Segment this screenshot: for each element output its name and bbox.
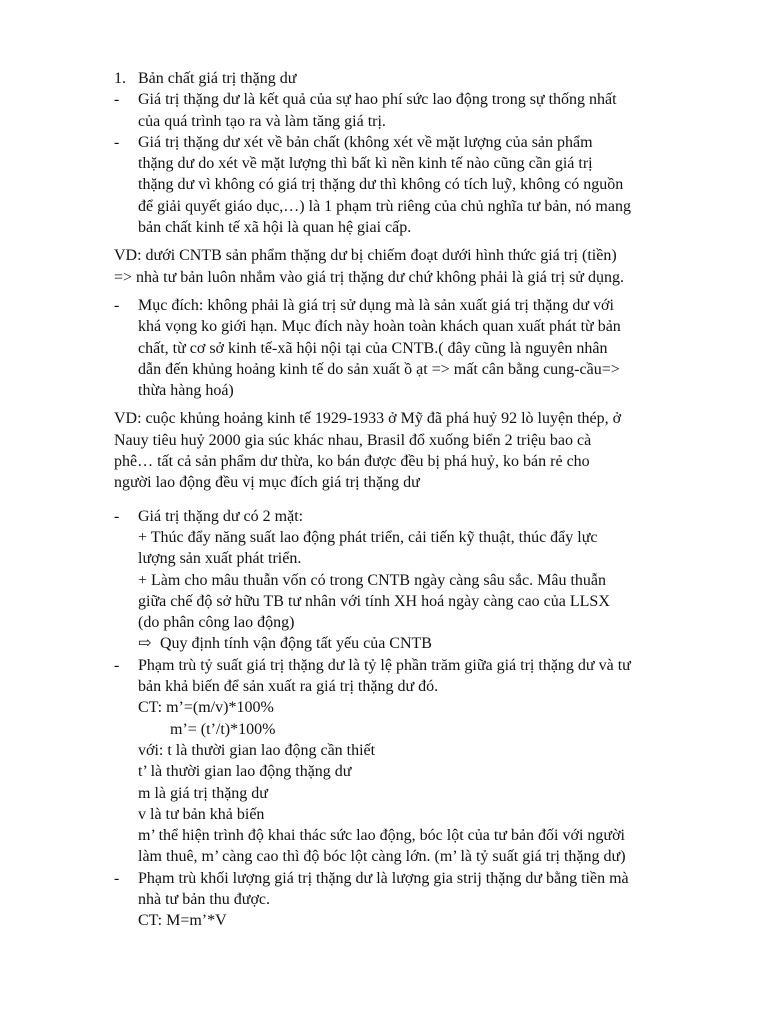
bullet-purpose (114, 295, 714, 401)
text-line: của quá trình tạo ra và làm tăng giá trị. (138, 112, 386, 130)
bullet-surplus-mass (114, 868, 714, 932)
bullet-two-sides (114, 506, 714, 655)
bullet-essence (114, 132, 714, 238)
text-line: Phạm trù khối lượng giá trị thặng dư là lượng gia strij thặng dư bằng tiền mà (138, 869, 629, 887)
text-line: t’ là thười gian lao động thặng dư (138, 763, 352, 781)
text-line: để giải quyết giáo dục,…) là 1 phạm trù riêng của chủ nghĩa tư bản, nó mang (138, 197, 631, 215)
bullet-marker: - (114, 133, 120, 151)
bullet-marker: - (114, 296, 120, 314)
text-line: thặng dư vì không có giá trị thặng dư thì không có tích luỹ, không có nguồn (138, 176, 624, 194)
text-line: v là tư bản khả biến (138, 805, 265, 823)
text-line: làm thuê, m’ càng cao thì độ bóc lột càng lớn. (m’ là tỷ suất giá trị thặng dư) (138, 848, 626, 866)
text-line: chất, từ cơ sở kinh tế-xã hội nội tại của CNTB.( đây cũng là nguyên nhân (138, 339, 608, 357)
bullet-marker: - (114, 869, 120, 887)
conclusion-text: Quy định tính vận động tất yếu của CNTB (160, 635, 432, 653)
text-line: VD: dưới CNTB sản phẩm thặng dư bị chiếm đoạt dưới hình thức giá trị (tiền) (114, 247, 617, 265)
text-line: với: t là thười gian lao động cần thiết (138, 741, 376, 759)
conclusion-line (114, 633, 714, 654)
formula-line: CT: M=m’*V (138, 912, 227, 930)
formula-line: m’= (t’/t)*100% (170, 720, 276, 738)
text-line: Mục đích: không phải là giá trị sử dụng mà là sản xuất giá trị thặng dư với (138, 296, 614, 314)
bullet-marker: - (114, 91, 120, 109)
text-line: người lao động đều vị mục đích giá trị thặng dư (114, 474, 420, 492)
text-line: + Thúc đẩy năng suất lao động phát triển, cải tiến kỹ thuật, thúc đẩy lực (138, 528, 598, 546)
text-line: giữa chế độ sở hữu TB tư nhân với tính XH hoá ngày càng cao của LLSX (138, 592, 610, 610)
text-line: + Làm cho mâu thuẫn vốn có trong CNTB ngày càng sâu sắc. Mâu thuẫn (138, 571, 607, 589)
example-paragraph-1 (114, 245, 714, 288)
bullet-marker: - (114, 656, 120, 674)
arrow-right-icon: ⇨ (138, 635, 152, 653)
text-line: Nauy tiêu huỷ 2000 gia súc khác nhau, Brasil đổ xuống biển 2 triệu bao cà (114, 431, 592, 449)
text-line: lượng sản xuất phát triển. (138, 550, 302, 568)
bullet-marker: - (114, 507, 120, 525)
document-page (114, 68, 714, 932)
text-line: m là giá trị thặng dư (138, 784, 268, 802)
text-line: Phạm trù tỷ suất giá trị thặng dư là tỷ lệ phần trăm giữa giá trị thặng dư và tư (138, 656, 631, 674)
text-line: VD: cuộc khủng hoảng kinh tế 1929-1933 ở Mỹ đã phá huỷ 92 lò luyện thép, ở (114, 410, 622, 428)
text-line: bản khả biến để sản xuất ra giá trị thặng dư đó. (138, 678, 439, 696)
section-title: Bản chất giá trị thặng dư (138, 70, 297, 87)
text-line: bản chất kinh tế xã hội là quan hệ giai cấp. (138, 219, 412, 237)
text-line: phê… tất cả sản phẩm dư thừa, ko bán được đều bị phá huỷ, ko bán rẻ cho (114, 453, 590, 471)
section-heading (114, 68, 714, 89)
example-paragraph-2 (114, 408, 714, 493)
text-line: nhà tư bản thu được. (138, 890, 270, 908)
text-line: dẫn đến khủng hoảng kinh tế do sản xuất ồ ạt => mất cân bằng cung-cầu=> (138, 360, 620, 378)
bullet-surplus-rate (114, 655, 714, 868)
text-line: Giá trị thặng dư là kết quả của sự hao phí sức lao động trong sự thống nhất (138, 91, 617, 109)
text-line: thừa hàng hoá) (138, 382, 234, 400)
text-line: => nhà tư bản luôn nhắm vào giá trị thặng dư chứ không phải là giá trị sử dụng. (114, 268, 624, 286)
formula-line: CT: m’=(m/v)*100% (138, 699, 274, 717)
text-line: (do phân công lao động) (138, 614, 295, 632)
text-line: m’ thể hiện trình độ khai thác sức lao động, bóc lột của tư bản đối với người (138, 827, 625, 845)
bullet-definition (114, 89, 714, 132)
text-line: Giá trị thặng dư xét về bản chất (không xét về mặt lượng của sản phẩm (138, 133, 593, 151)
text-line: Giá trị thặng dư có 2 mặt: (138, 507, 304, 525)
text-line: khá vọng ko giới hạn. Mục đích này hoàn toàn khách quan xuất phát từ bản (138, 318, 621, 336)
section-number: 1. (114, 70, 126, 87)
text-line: thặng dư do xét về mặt lượng thì bất kì nền kinh tế nào cũng cần giá trị (138, 155, 593, 173)
